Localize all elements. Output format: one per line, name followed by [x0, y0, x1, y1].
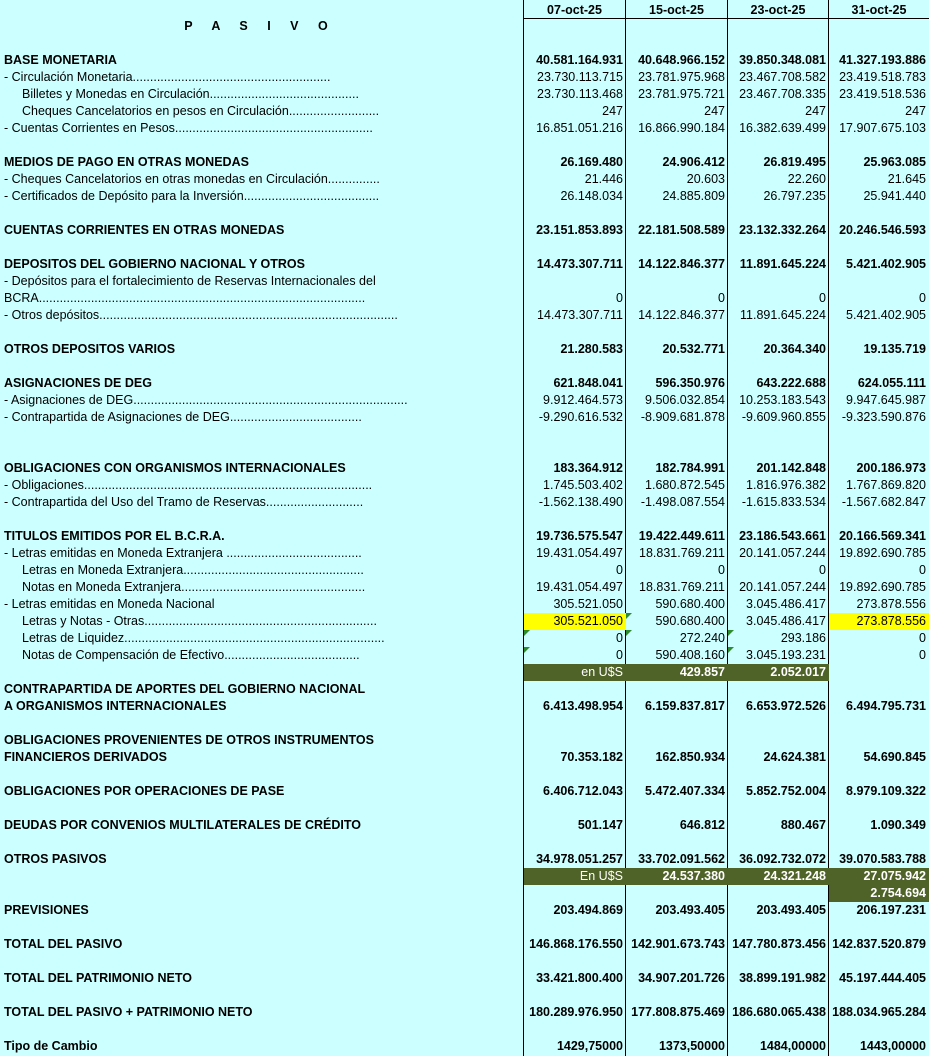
value-cell	[829, 273, 929, 290]
row-label: BCRA..............................................................................................	[4, 291, 366, 305]
row-label: FINANCIEROS DERIVADOS	[4, 750, 167, 764]
value-cell: 293.186	[728, 630, 829, 647]
value-cell: 23.781.975.968	[638, 70, 725, 84]
comment-indicator-icon	[626, 613, 632, 619]
row-label: - Obligaciones...................................................................................	[4, 478, 373, 492]
table-row	[0, 749, 929, 766]
value-cell: 186.680.065.438	[732, 1005, 826, 1019]
table-row	[0, 52, 929, 69]
table-row	[0, 494, 929, 511]
value-cell: 142.901.673.743	[631, 937, 725, 951]
table-row	[0, 171, 929, 188]
value-cell: 23.419.518.783	[839, 70, 926, 84]
value-cell: 11.891.645.224	[740, 308, 826, 322]
table-row	[0, 630, 929, 647]
table-row	[0, 868, 929, 885]
value-cell: 3.045.486.417	[746, 614, 826, 628]
row-label: TOTAL DEL PASIVO + PATRIMONIO NETO	[4, 1005, 253, 1019]
value-cell	[829, 732, 929, 749]
row-label: - Letras emitidas en Moneda Extranjera .......................................	[4, 546, 362, 560]
row-label: TOTAL DEL PASIVO	[4, 937, 123, 951]
row-label: TITULOS EMITIDOS POR EL B.C.R.A.	[4, 529, 225, 543]
table-row	[0, 409, 929, 426]
table-row	[0, 69, 929, 86]
value-cell: 0	[919, 563, 926, 577]
value-cell: -1.615.833.534	[741, 495, 826, 509]
row-label: OTROS DEPOSITOS VARIOS	[4, 342, 176, 356]
value-cell: 590.680.400	[655, 597, 725, 611]
value-cell: 305.521.050	[524, 613, 626, 630]
value-cell: 14.122.846.377	[638, 308, 725, 322]
table-row	[0, 188, 929, 205]
value-cell	[829, 664, 929, 681]
row-label: - Contrapartida de Asignaciones de DEG......................................	[4, 410, 362, 424]
value-cell: 180.289.976.950	[529, 1005, 623, 1019]
row-label: Letras en Moneda Extranjera....................................................	[22, 563, 364, 577]
row-label: - Circulación Monetaria.........................................................	[4, 70, 331, 84]
value-cell: 26.148.034	[560, 189, 623, 203]
value-cell: 22.260	[787, 172, 826, 186]
table-row	[0, 579, 929, 596]
value-cell: 23.419.518.536	[839, 87, 926, 101]
value-cell: 39.850.348.081	[739, 53, 826, 67]
value-cell	[524, 273, 626, 290]
value-cell: 5.421.402.905	[846, 257, 926, 271]
value-cell: 24.624.381	[763, 750, 826, 764]
value-cell	[626, 681, 728, 698]
value-cell: -1.498.087.554	[640, 495, 725, 509]
row-label: - Letras emitidas en Moneda Nacional	[4, 597, 215, 611]
value-cell: 18.831.769.211	[639, 546, 725, 560]
value-cell: 206.197.231	[856, 903, 926, 917]
value-cell	[728, 732, 829, 749]
value-cell: 25.963.085	[863, 155, 926, 169]
value-cell: -9.323.590.876	[841, 410, 926, 424]
value-cell: 36.092.732.072	[739, 852, 826, 866]
value-cell: 200.186.973	[856, 461, 926, 475]
row-label: - Cuentas Corrientes en Pesos.........................................................	[4, 121, 373, 135]
value-cell: 20.364.340	[763, 342, 826, 356]
table-row	[0, 647, 929, 664]
value-cell: 0	[524, 647, 626, 664]
value-cell: 41.327.193.886	[839, 53, 926, 67]
table-row	[0, 698, 929, 715]
value-cell: 23.467.708.335	[739, 87, 826, 101]
value-cell: 19.135.719	[863, 342, 926, 356]
value-cell: 14.122.846.377	[638, 257, 725, 271]
value-cell: 23.186.543.661	[739, 529, 826, 543]
row-label: - Otros depósitos......................................................................................	[4, 308, 398, 322]
value-cell: 146.868.176.550	[529, 937, 623, 951]
value-cell: 5.421.402.905	[846, 308, 926, 322]
row-label: - Asignaciones de DEG...............................................................................	[4, 393, 408, 407]
value-cell: 0	[819, 563, 826, 577]
value-cell: 2.754.694	[829, 885, 929, 902]
value-cell: 26.169.480	[560, 155, 623, 169]
row-label: OTROS PASIVOS	[4, 852, 107, 866]
value-cell	[524, 732, 626, 749]
value-cell: -1.567.682.847	[841, 495, 926, 509]
value-cell: 16.866.990.184	[638, 121, 725, 135]
value-cell: 20.166.569.341	[839, 529, 926, 543]
value-cell: 247	[905, 104, 926, 118]
value-cell: 0	[616, 563, 623, 577]
value-cell: 1.816.976.382	[746, 478, 826, 492]
value-cell: 39.070.583.788	[839, 852, 926, 866]
value-cell: 23.781.975.721	[638, 87, 725, 101]
row-label: - Certificados de Depósito para la Inversión.......................................	[4, 189, 380, 203]
value-cell: 203.494.869	[553, 903, 623, 917]
value-cell: 34.978.051.257	[536, 852, 623, 866]
value-cell	[626, 732, 728, 749]
value-cell: 162.850.934	[655, 750, 725, 764]
value-cell: 6.159.837.817	[645, 699, 725, 713]
row-label: OBLIGACIONES CON ORGANISMOS INTERNACIONALES	[4, 461, 346, 475]
value-cell: 70.353.182	[560, 750, 623, 764]
value-cell: 20.141.057.244	[739, 546, 826, 560]
value-cell: -9.290.616.532	[538, 410, 623, 424]
table-row	[0, 120, 929, 137]
value-cell: 23.132.332.264	[739, 223, 826, 237]
table-row	[0, 1038, 929, 1055]
comment-indicator-icon	[728, 630, 734, 636]
value-cell: 14.473.307.711	[537, 308, 623, 322]
comment-indicator-icon	[524, 630, 530, 636]
value-cell: 33.702.091.562	[638, 852, 725, 866]
value-cell	[728, 681, 829, 698]
value-cell: 10.253.183.543	[739, 393, 826, 407]
value-cell: 18.831.769.211	[639, 580, 725, 594]
value-cell: 142.837.520.879	[832, 937, 926, 951]
value-cell	[524, 681, 626, 698]
comment-indicator-icon	[524, 647, 530, 653]
value-cell: 1.680.872.545	[645, 478, 725, 492]
value-cell: 40.581.164.931	[536, 53, 623, 67]
value-cell: 21.446	[584, 172, 623, 186]
value-cell: 6.413.498.954	[543, 699, 623, 713]
row-label: BASE MONETARIA	[4, 53, 117, 67]
value-cell: 429.857	[626, 664, 728, 681]
value-cell: 26.819.495	[763, 155, 826, 169]
value-cell: 0	[919, 631, 926, 645]
table-row	[0, 290, 929, 307]
value-cell: 25.941.440	[863, 189, 926, 203]
value-cell: 247	[704, 104, 725, 118]
table-row	[0, 936, 929, 953]
value-cell	[728, 885, 829, 902]
value-cell: en U$S	[524, 664, 626, 681]
value-cell: 20.141.057.244	[739, 580, 826, 594]
comment-indicator-icon	[626, 630, 632, 636]
value-cell: 596.350.976	[655, 376, 725, 390]
value-cell: 45.197.444.405	[839, 971, 926, 985]
value-cell: 19.422.449.611	[638, 529, 725, 543]
value-cell: 26.797.235	[763, 189, 826, 203]
table-row	[0, 341, 929, 358]
value-cell: 21.280.583	[560, 342, 623, 356]
table-row	[0, 307, 929, 324]
value-cell: 590.680.400	[626, 613, 728, 630]
row-label: CUENTAS CORRIENTES EN OTRAS MONEDAS	[4, 223, 285, 237]
row-label: ASIGNACIONES DE DEG	[4, 376, 152, 390]
value-cell: 1484,00000	[759, 1039, 826, 1053]
value-cell: -9.609.960.855	[741, 410, 826, 424]
value-cell: 1.767.869.820	[846, 478, 926, 492]
table-row	[0, 460, 929, 477]
value-cell: 23.151.853.893	[536, 223, 623, 237]
table-row	[0, 86, 929, 103]
value-cell: 20.603	[686, 172, 725, 186]
table-row	[0, 222, 929, 239]
value-cell: 3.045.193.231	[728, 647, 829, 664]
value-cell: 188.034.965.284	[832, 1005, 926, 1019]
table-row	[0, 477, 929, 494]
value-cell: 19.736.575.547	[536, 529, 623, 543]
value-cell: 5.472.407.334	[645, 784, 725, 798]
value-cell: 646.812	[679, 818, 725, 832]
value-cell: 19.431.054.497	[536, 546, 623, 560]
value-cell: 19.431.054.497	[536, 580, 623, 594]
value-cell	[728, 273, 829, 290]
value-cell: 203.493.405	[655, 903, 725, 917]
value-cell: 19.892.690.785	[839, 546, 926, 560]
value-cell: 54.690.845	[863, 750, 926, 764]
table-row	[0, 528, 929, 545]
sheet-title: P A S I V O	[184, 19, 336, 33]
value-cell: 9.506.032.854	[645, 393, 725, 407]
table-row	[0, 851, 929, 868]
value-cell: 24.906.412	[662, 155, 725, 169]
row-label: TOTAL DEL PATRIMONIO NETO	[4, 971, 192, 985]
value-cell	[524, 885, 626, 902]
comment-indicator-icon	[728, 647, 734, 653]
value-cell: 27.075.942	[829, 868, 929, 885]
table-row	[0, 732, 929, 749]
value-cell: 624.055.111	[857, 376, 926, 390]
value-cell: 273.878.556	[856, 597, 926, 611]
row-label: Letras y Notas - Otras...................................................................	[22, 614, 377, 628]
value-cell: 9.912.464.573	[543, 393, 623, 407]
value-cell: 183.364.912	[553, 461, 623, 475]
row-label: Notas en Moneda Extranjera.....................................................	[22, 580, 366, 594]
value-cell: 247	[602, 104, 623, 118]
table-row	[0, 273, 929, 290]
value-cell: 1373,50000	[658, 1039, 725, 1053]
row-label	[4, 885, 522, 902]
value-cell: 20.246.546.593	[839, 223, 926, 237]
table-row	[0, 885, 929, 902]
table-row	[0, 103, 929, 120]
table-row	[0, 902, 929, 919]
row-label: OBLIGACIONES POR OPERACIONES DE PASE	[4, 784, 285, 798]
value-cell: 40.648.966.152	[638, 53, 725, 67]
value-cell: 9.947.645.987	[846, 393, 926, 407]
value-cell: 6.494.795.731	[846, 699, 926, 713]
row-label: - Contrapartida del Uso del Tramo de Reservas............................	[4, 495, 364, 509]
value-cell: 24.537.380	[626, 868, 728, 885]
row-label: DEUDAS POR CONVENIOS MULTILATERALES DE CRÉDITO	[4, 818, 361, 832]
value-cell: 147.780.873.456	[732, 937, 826, 951]
value-cell: -8.909.681.878	[640, 410, 725, 424]
value-cell: 11.891.645.224	[739, 257, 826, 271]
value-cell: 21.645	[887, 172, 926, 186]
table-row	[0, 154, 929, 171]
value-cell	[829, 681, 929, 698]
value-cell: 201.142.848	[756, 461, 826, 475]
table-row	[0, 545, 929, 562]
row-label: MEDIOS DE PAGO EN OTRAS MONEDAS	[4, 155, 249, 169]
value-cell: 0	[919, 291, 926, 305]
value-cell: 880.467	[780, 818, 826, 832]
table-row	[0, 562, 929, 579]
value-cell: 1.745.503.402	[543, 478, 623, 492]
date-header-1: 07-oct-25	[547, 3, 602, 17]
row-label: Letras de Liquidez...........................................................................	[22, 631, 385, 645]
table-row	[0, 375, 929, 392]
table-row	[0, 256, 929, 273]
value-cell	[626, 273, 728, 290]
value-cell: 1429,75000	[556, 1039, 623, 1053]
value-cell: En U$S	[524, 868, 626, 885]
table-row	[0, 817, 929, 834]
table-row	[0, 1004, 929, 1021]
value-cell: 19.892.690.785	[839, 580, 926, 594]
row-label: DEPOSITOS DEL GOBIERNO NACIONAL Y OTROS	[4, 257, 305, 271]
value-cell: 273.878.556	[829, 613, 929, 630]
value-cell: 501.147	[577, 818, 623, 832]
value-cell: 0	[819, 291, 826, 305]
value-cell: 272.240	[626, 630, 728, 647]
value-cell: 24.321.248	[728, 868, 829, 885]
value-cell: 14.473.307.711	[536, 257, 623, 271]
value-cell: 0	[718, 291, 725, 305]
value-cell: 177.808.875.469	[631, 1005, 725, 1019]
value-cell: 247	[805, 104, 826, 118]
row-label	[4, 664, 522, 681]
table-row	[0, 596, 929, 613]
value-cell: 590.408.160	[655, 648, 725, 662]
value-cell: 1.090.349	[870, 818, 926, 832]
value-cell: 20.532.771	[662, 342, 725, 356]
value-cell: 34.907.201.726	[638, 971, 725, 985]
value-cell: 23.730.113.468	[537, 87, 623, 101]
row-label: - Cheques Cancelatorios en otras monedas en Circulación...............	[4, 172, 380, 186]
date-header-3: 23-oct-25	[750, 3, 806, 17]
value-cell: 203.493.405	[756, 903, 826, 917]
table-row	[0, 783, 929, 800]
row-label: PREVISIONES	[4, 903, 89, 917]
table-row	[0, 681, 929, 698]
value-cell: 22.181.508.589	[638, 223, 725, 237]
value-cell: 16.382.639.499	[739, 121, 826, 135]
row-label: - Depósitos para el fortalecimiento de Reservas Internacionales del	[4, 274, 376, 288]
value-cell: 2.052.017	[728, 664, 829, 681]
table-row	[0, 970, 929, 987]
value-cell	[626, 885, 728, 902]
value-cell: 17.907.675.103	[839, 121, 926, 135]
table-row	[0, 613, 929, 630]
value-cell: 0	[718, 563, 725, 577]
value-cell: 0	[524, 630, 626, 647]
value-cell: 16.851.051.216	[536, 121, 623, 135]
value-cell: 38.899.191.982	[739, 971, 826, 985]
row-label: Cheques Cancelatorios en pesos en Circulación..........................	[22, 104, 380, 118]
row-label: A ORGANISMOS INTERNACIONALES	[4, 699, 227, 713]
value-cell: 23.730.113.715	[537, 70, 623, 84]
value-cell: 1443,00000	[859, 1039, 926, 1053]
value-cell: 24.885.809	[662, 189, 725, 203]
date-header-2: 15-oct-25	[649, 3, 704, 17]
date-header-4: 31-oct-25	[851, 3, 907, 17]
value-cell: -1.562.138.490	[538, 495, 623, 509]
row-label	[4, 868, 522, 885]
table-row	[0, 392, 929, 409]
value-cell: 621.848.041	[553, 376, 623, 390]
value-cell: 0	[919, 648, 926, 662]
value-cell: 6.653.972.526	[746, 699, 826, 713]
value-cell: 643.222.688	[756, 376, 826, 390]
value-cell: 33.421.800.400	[536, 971, 623, 985]
row-label: Notas de Compensación de Efectivo.......................................	[22, 648, 360, 662]
value-cell: 305.521.050	[553, 597, 623, 611]
value-cell: 0	[616, 291, 623, 305]
row-label: CONTRAPARTIDA DE APORTES DEL GOBIERNO NACIONAL	[4, 682, 366, 696]
row-label: Tipo de Cambio	[4, 1039, 98, 1053]
value-cell: 5.852.752.004	[746, 784, 826, 798]
value-cell: 182.784.991	[655, 461, 725, 475]
value-cell: 6.406.712.043	[543, 784, 623, 798]
row-label: Billetes y Monedas en Circulación...........................................	[22, 87, 359, 101]
value-cell: 8.979.109.322	[846, 784, 926, 798]
table-row	[0, 664, 929, 681]
row-label: OBLIGACIONES PROVENIENTES DE OTROS INSTRUMENTOS	[4, 733, 374, 747]
value-cell: 23.467.708.582	[739, 70, 826, 84]
header-underline	[524, 18, 929, 19]
value-cell: 3.045.486.417	[746, 597, 826, 611]
